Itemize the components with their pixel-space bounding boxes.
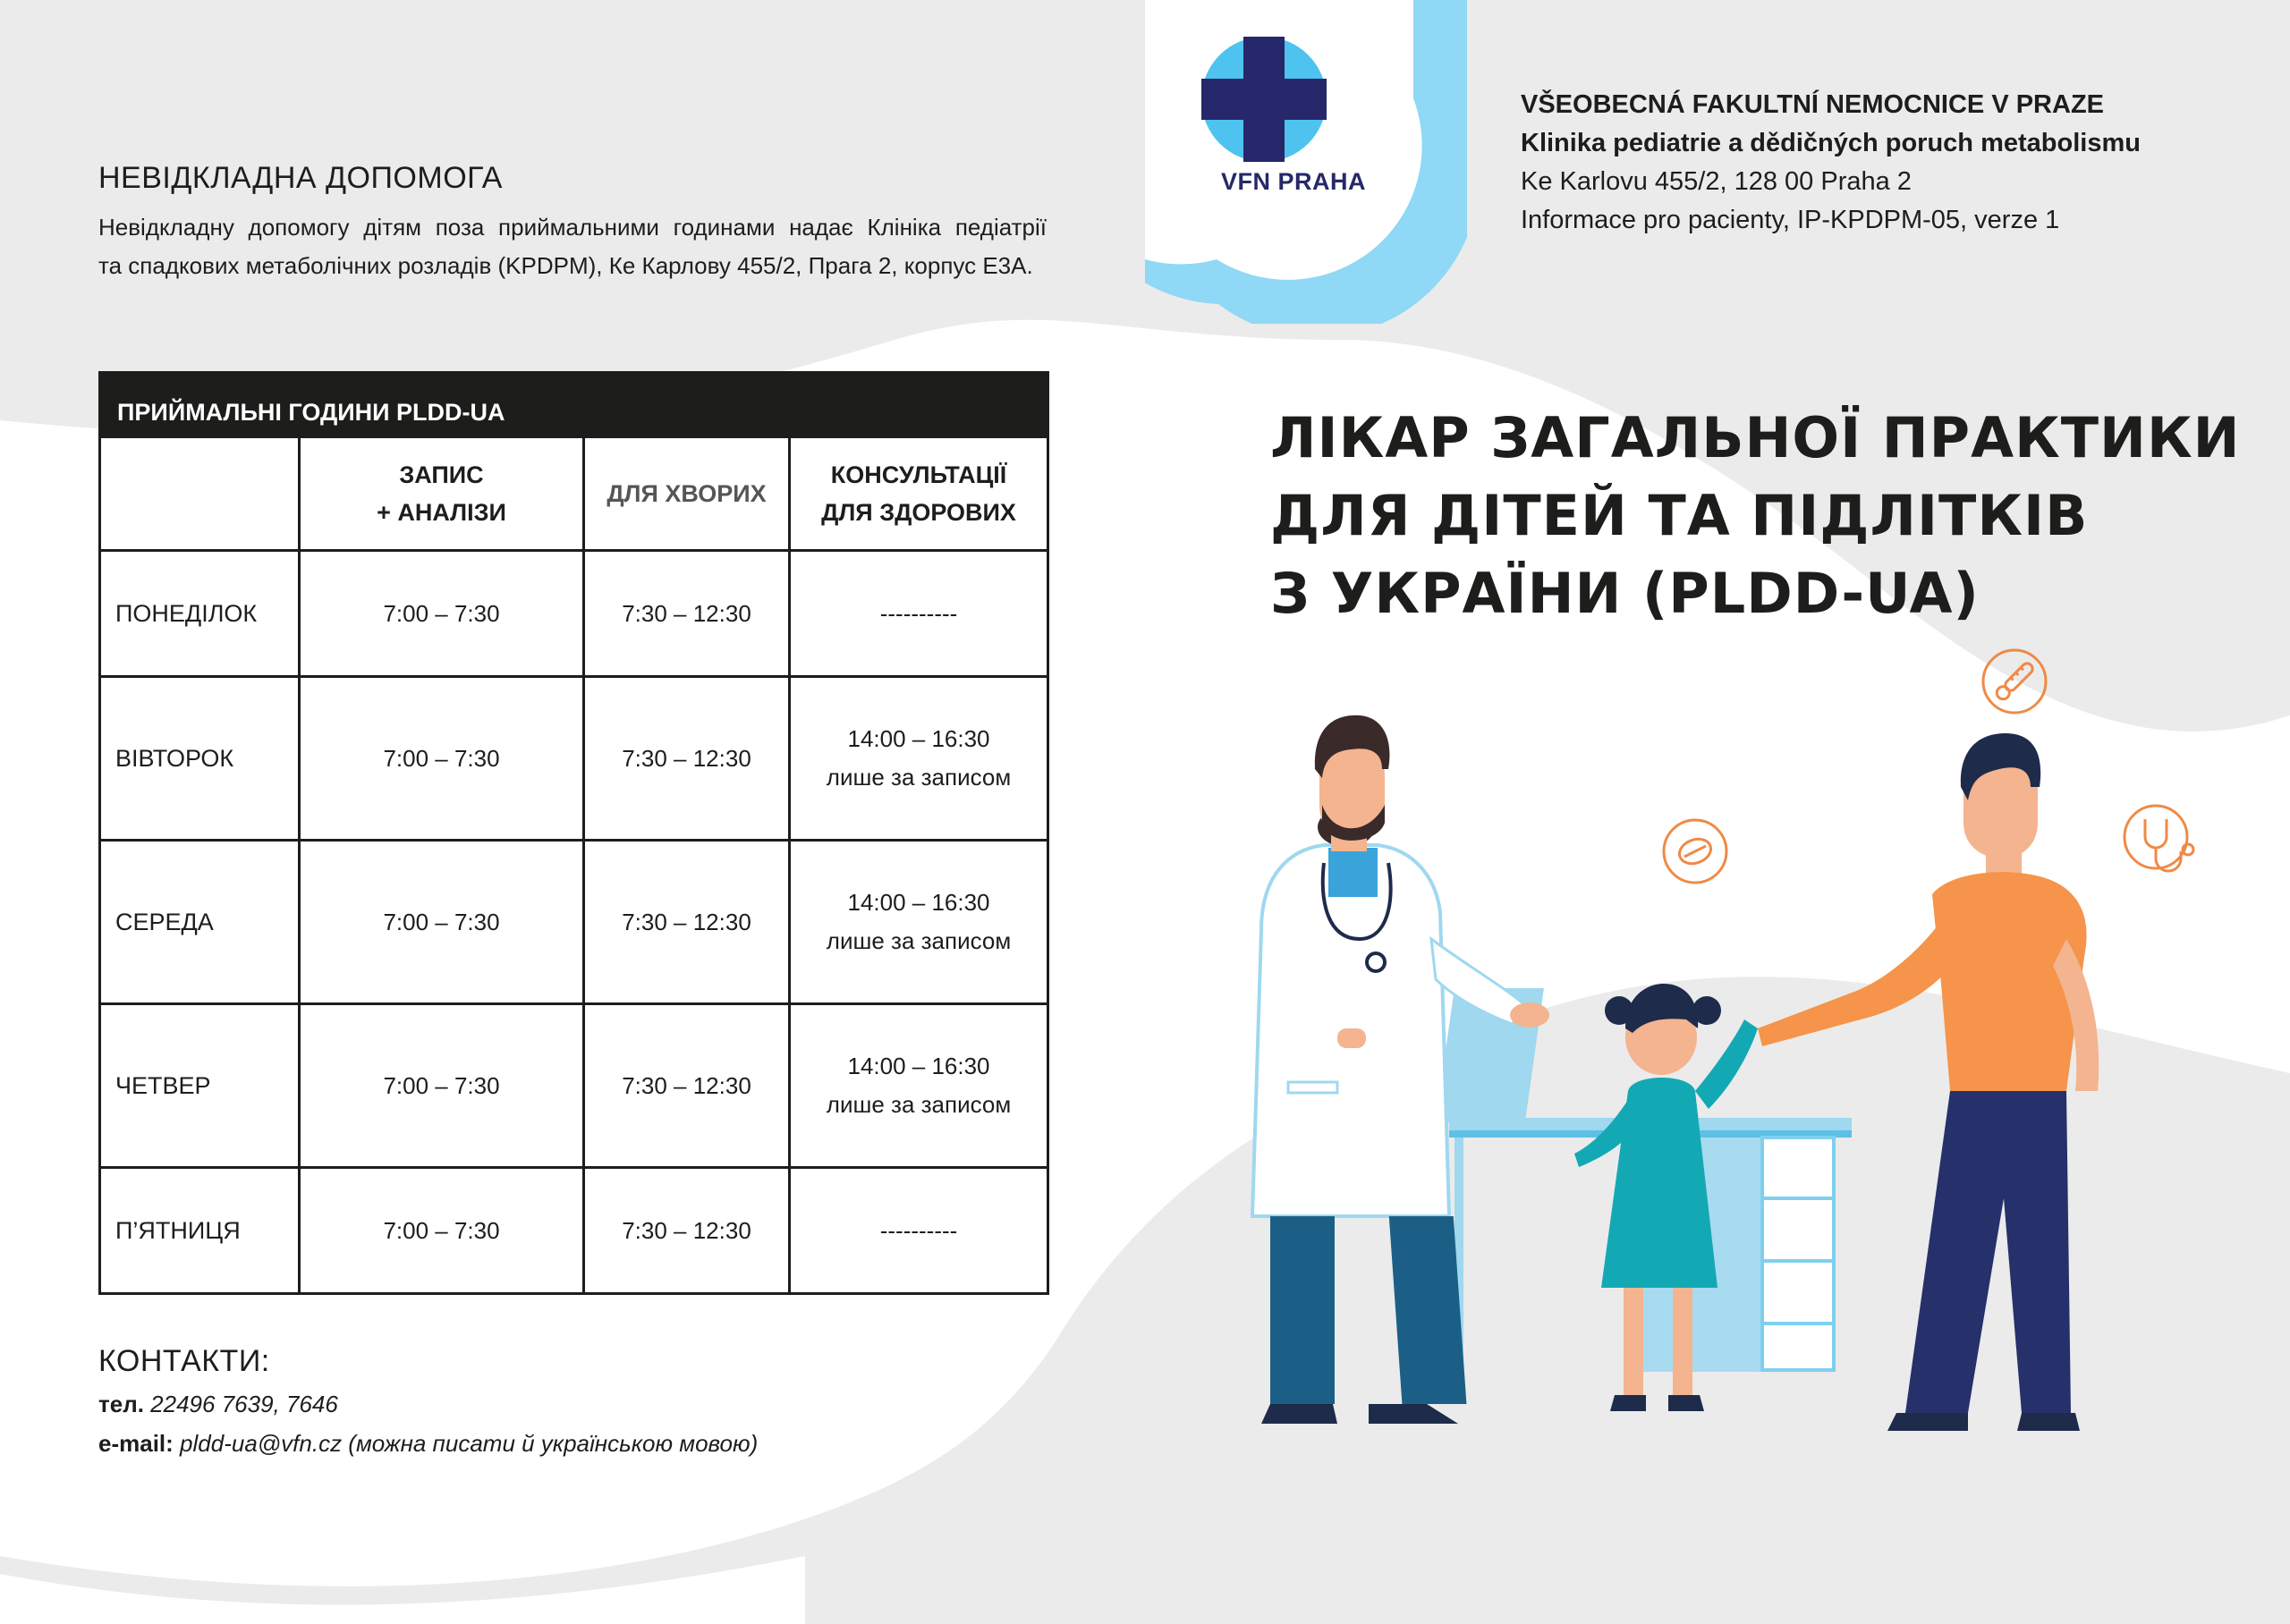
document-info: Informace pro pacienty, IP-KPDPM-05, verze 1 <box>1521 206 2060 234</box>
hospital-cross-icon <box>1197 32 1331 166</box>
logo-text: VFN PRAHA <box>1220 168 1366 195</box>
table-header-empty <box>100 437 300 551</box>
title-line: ДЛЯ ДІТЕЙ ТА ПІДЛІТКІВ <box>1270 483 2089 548</box>
consultation-note: лише за записом <box>826 1091 1012 1118</box>
email-label: e-mail: <box>98 1430 174 1457</box>
table-header-registration <box>300 437 584 551</box>
phone-label: тел. <box>98 1391 144 1417</box>
header-line: + АНАЛІЗИ <box>377 499 506 526</box>
emergency-text-line: Невідкладну допомогу дітям поза приймальними годинами надає Клініка педіатрії <box>98 214 1047 241</box>
header-line: КОНСУЛЬТАЦІЇ <box>830 461 1007 488</box>
consultation-time: 14:00 – 16:30 <box>847 889 990 916</box>
table-row <box>100 551 1048 677</box>
consultation-note: лише за записом <box>826 927 1012 954</box>
office-hours-table <box>98 371 1047 1295</box>
day-cell: П’ЯТНИЦЯ <box>100 1168 300 1294</box>
page-title <box>1270 399 2241 632</box>
sick-cell: 7:30 – 12:30 <box>584 841 790 1004</box>
table-row <box>100 841 1048 1004</box>
contacts-section <box>98 1344 758 1463</box>
table-row <box>100 677 1048 841</box>
registration-cell: 7:00 – 7:30 <box>300 1004 584 1168</box>
registration-cell: 7:00 – 7:30 <box>300 551 584 677</box>
email-line <box>98 1424 758 1463</box>
consultation-time: ---------- <box>879 1216 958 1244</box>
emergency-text-line: та спадкових метаболічних розладів (KPDPM), Ке Карлову 455/2, Прага 2, корпус E3A. <box>98 252 1033 279</box>
sick-cell: 7:30 – 12:30 <box>584 1168 790 1294</box>
contacts-heading: КОНТАКТИ: <box>98 1344 270 1378</box>
sick-cell: 7:30 – 12:30 <box>584 1004 790 1168</box>
phone-value: 22496 7639, 7646 <box>150 1391 338 1417</box>
emergency-section <box>98 161 1047 285</box>
table-row <box>100 1004 1048 1168</box>
emergency-text <box>98 208 1047 285</box>
header-line: ДЛЯ ЗДОРОВИХ <box>821 499 1016 526</box>
registration-cell: 7:00 – 7:30 <box>300 1168 584 1294</box>
table-row <box>100 1168 1048 1294</box>
header-line: ДЛЯ ХВОРИХ <box>606 480 767 507</box>
consultation-time: ---------- <box>879 599 958 627</box>
day-cell: ВІВТОРОК <box>100 677 300 841</box>
consultation-cell <box>790 841 1048 1004</box>
consultation-time: 14:00 – 16:30 <box>847 1053 990 1079</box>
table-header-consultations <box>790 437 1048 551</box>
day-cell: СЕРЕДА <box>100 841 300 1004</box>
day-cell: ПОНЕДІЛОК <box>100 551 300 677</box>
consultation-cell <box>790 677 1048 841</box>
day-cell: ЧЕТВЕР <box>100 1004 300 1168</box>
clinic-name: Klinika pediatrie a dědičných poruch metabolismu <box>1521 129 2141 157</box>
registration-cell: 7:00 – 7:30 <box>300 841 584 1004</box>
consultation-cell <box>790 551 1048 677</box>
consultation-note: лише за записом <box>826 764 1012 791</box>
doctor-family-illustration <box>1234 644 2227 1449</box>
consultation-cell <box>790 1004 1048 1168</box>
phone-line <box>98 1384 758 1424</box>
title-line: ЛІКАР ЗАГАЛЬНОЇ ПРАКТИКИ <box>1270 405 2241 470</box>
hospital-address: Ke Karlovu 455/2, 128 00 Praha 2 <box>1521 167 1912 196</box>
emergency-heading: НЕВІДКЛАДНА ДОПОМОГА <box>98 161 503 195</box>
header-line: ЗАПИС <box>399 461 484 488</box>
sick-cell: 7:30 – 12:30 <box>584 551 790 677</box>
hospital-info <box>1521 86 2141 240</box>
hospital-name: VŠEOBECNÁ FAKULTNÍ NEMOCNICE V PRAZE <box>1521 90 2105 119</box>
email-value: pldd-ua@vfn.cz (можна писати й українською мовою) <box>180 1430 759 1457</box>
table-caption: ПРИЙМАЛЬНІ ГОДИНИ PLDD-UA <box>100 373 1048 437</box>
consultation-cell <box>790 1168 1048 1294</box>
consultation-time: 14:00 – 16:30 <box>847 725 990 752</box>
table-header-sick <box>584 437 790 551</box>
vfn-logo <box>1145 0 1467 324</box>
sick-cell: 7:30 – 12:30 <box>584 677 790 841</box>
registration-cell: 7:00 – 7:30 <box>300 677 584 841</box>
title-line: З УКРАЇНИ (PLDD-UA) <box>1270 561 1980 626</box>
